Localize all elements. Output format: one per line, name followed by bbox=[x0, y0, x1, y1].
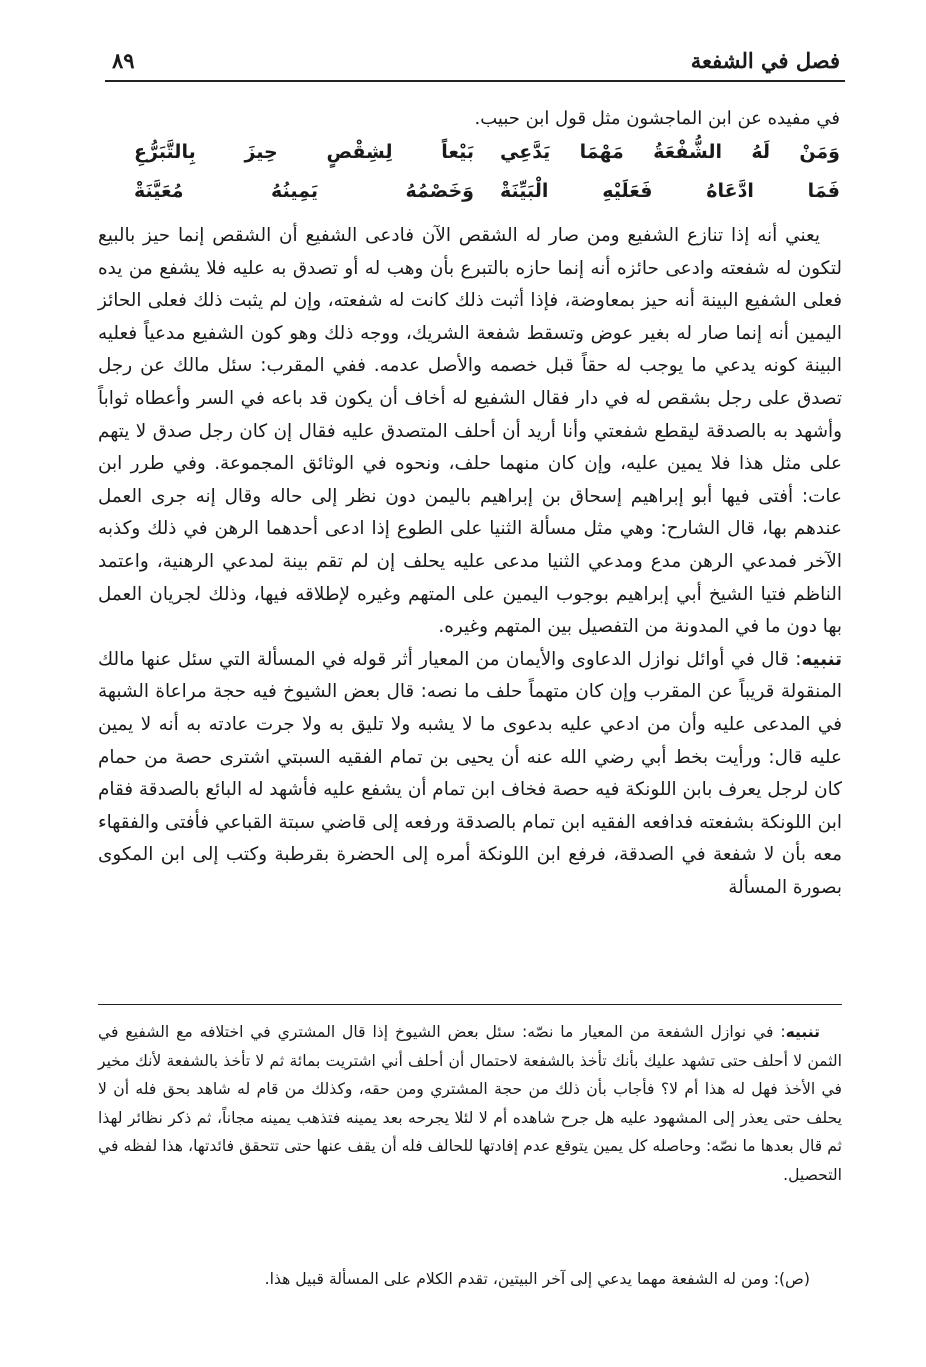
second-footnote: (ص): ومن له الشفعة مهما يدعي إلى آخر البيتين، تقدم الكلام على المسألة قبيل هذا. bbox=[264, 1270, 810, 1288]
footnote-block bbox=[98, 1018, 842, 1189]
main-text bbox=[98, 220, 842, 904]
intro-line: في مفيده عن ابن الماجشون مثل قول ابن حبيب. bbox=[474, 108, 840, 129]
footnote-text: : في نوازل الشفعة من المعيار ما نصّه: سئل بعض الشيوخ إذا قال المشتري في اختلافه مع الشفيع في الثمن لا أحلف حتى تشهد عليك بأنك تأخذ بالشفعة لاحتمال أن أحلف أني اشتريت بمائة ثم لا تأخذ بالشفعة لأنك مخير في الأخذ فهل له هذا أم لا؟ فأجاب بأن ذلك من حجة المشتري ومن حقه، وكذلك من قام له شاهد بحق فله أن لا يحلف حتى يعذر إلى المشهود عليه هل جرح شاهده أم لا لئلا يجرحه بعد يمينه فتذهب يمينه مجاناً، ثم ذكر نظائر لهذا ثم قال بعدها ما نصّه: وحاصله كل يمين يتوقع عدم إفادتها للحالف فله أن يقف عنها حتى تتحقق فائدتها، هذا لفظه في التحصيل. bbox=[98, 1023, 842, 1184]
page-header bbox=[112, 46, 840, 80]
verse-1-hemistich-2: بَيْعاً لِشِقْصٍ حِيزَ بِالتَّبَرُّعِ bbox=[134, 141, 474, 163]
verse-2-hemistich-2: وَخَصْمُهُ يَمِينُهُ مُعَيَّنَةْ bbox=[134, 180, 474, 202]
note-body: : قال في أوائل نوازل الدعاوى والأيمان من المعيار أثر قوله في المسألة التي سئل عنها مالك المنقولة قريباً عن المقرب وإن كان متهماً حلف ما نصه: قال بعض الشيوخ فيه حجة مراعاة الشبهة في المدعى عليه وأن من ادعي عليه بدعوى ما لا يشبه ولا تليق به ولا جرت عادته به أنه لا يمين عليه قال: ورأيت بخط أبي رضي الله عنه أن يحيى بن تمام الفقيه السبتي اشترى حصة من حمام كان لرجل يعرف بابن اللونكة فيه حصة فخاف ابن تمام أن يشفع عليه فأشهد له البائع بالصدقة فقام ابن اللونكة بشفعته فدافعه الفقيه ابن تمام بالصدقة ورفعه إلى قاضي سبتة القباعي فأفتى والفقهاء معه بأن لا شفعة في الصدقة، فرفع ابن اللونكة أمره إلى الحضرة بقرطبة وكتب إلى ابن المكوى بصورة المسألة bbox=[98, 648, 842, 898]
verse-line-2 bbox=[112, 180, 840, 214]
footnote-note-label: تنبيه bbox=[785, 1023, 820, 1041]
footnote-paragraph bbox=[98, 1018, 842, 1189]
page-number: ٨٩ bbox=[112, 48, 135, 73]
main-paragraph-2 bbox=[98, 644, 842, 905]
footnote-divider bbox=[98, 1004, 842, 1005]
note-label: تنبيه bbox=[801, 648, 842, 670]
main-paragraph-1: يعني أنه إذا تنازع الشفيع ومن صار له الشقص الآن فادعى الشفيع أن الشقص إنما حيز بالبيع لتكون له شفعته وادعى حائزه أنه إنما حازه بالتبرع بأن وهب له أو تصدق به عليه فلا يشفع من يده فعلى الشفيع البينة أنه حيز بمعاوضة، فإذا أثبت ذلك كانت له شفعته، وإن لم يثبت ذلك فعلى الحائز اليمين أنه إنما صار له بغير عوض وتسقط شفعة الشريك، ووجه ذلك وهو كون الشفيع مدعياً فعليه البينة كونه يدعي ما يوجب له حقاً قبل خصمه والأصل عدمه. ففي المقرب: سئل مالك عن رجل تصدق على رجل بشقص له في دار فقال الشفيع له أخاف أن يكون قد باعه في السر وأعطاه ثواباً وأشهد به بالصدقة ليقطع شفعتي وأنا أريد أن أحلف المتصدق عليه فقال إن كان رجل صدق لا يتهم على مثل هذا فلا يمين عليه، وإن كان منهما حلف، ونحوه في الوثائق المجموعة. وفي طرر ابن عات: أفتى فيها أبو إبراهيم إسحاق بن إبراهيم باليمن دون نظر إلى حاله وقال إنه جرى العمل عندهم بها، قال الشارح: وهي مثل مسألة الثنيا على الطوع إذا ادعى أحدهما الرهن في ذلك وكذبه الآخر فمدعي الرهن مدع ومدعي الثنيا مدعى عليه يحلف إن لم تقم بينة لمدعي الرهنية، واعتمد الناظم فتيا الشيخ أبي إبراهيم بوجوب اليمين على المتهم وغيره لإطلاقه فيها، وذلك لجريان العمل بها دون ما في المدونة من التفصيل بين المتهم وغيره. bbox=[98, 225, 842, 638]
verse-line-1 bbox=[112, 141, 840, 175]
header-rule bbox=[105, 80, 845, 82]
chapter-title: فصل في الشفعة bbox=[690, 48, 840, 73]
verse-2-hemistich-1: فَمَا ادَّعَاهُ فَعَلَيْهِ الْبَيِّنَةْ bbox=[500, 180, 840, 202]
verse-1-hemistich-1: وَمَنْ لَهُ الشُّفْعَةُ مَهْمَا يَدَّعِي bbox=[500, 141, 840, 163]
